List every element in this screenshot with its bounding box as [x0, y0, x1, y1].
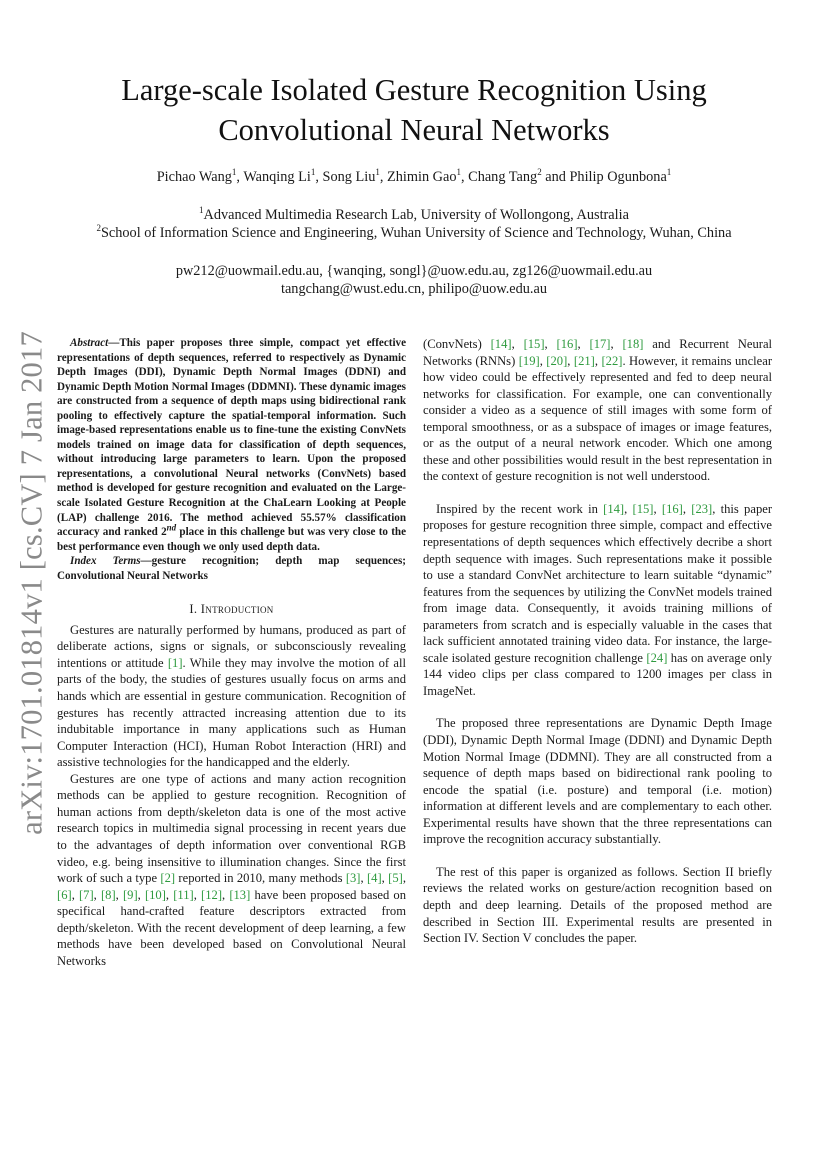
author-name: Song Liu$^1$ [322, 167, 380, 185]
author-name: Pichao Wang$^1$ [156, 167, 237, 185]
citation-link[interactable]: [1] [167, 655, 183, 670]
abstract [57, 336, 406, 554]
citation-link[interactable]: [18] [622, 337, 644, 351]
citation-link[interactable]: [19] [518, 353, 540, 368]
author-name: Wanqing Li$^1$ [243, 167, 316, 185]
body-paragraph: The rest of this paper is organized as follows. Section II briefly reviews the related works on gesture/action recognition based on depth and deep learning. Details of the proposed method are described in Section III. Experimental results are presented in Section IV. Section V concludes the paper. [423, 864, 772, 946]
body-paragraph: Gestures are one type of actions and many action recognition methods can be applied to gesture recognition. Recognition of human actions from depth/skeleton data is one of the most active research topics in multimedia signal processing in recent years due to the advantages of depth information over conventional RGB video, e.g. being insensitive to illumination changes. Since the first work of such a type [2] reported in 2010, many methods [3], [4], [5], [6], [7], [8], [9], [10], [11], [12], [13] have been proposed based on specifical hand-crafted feature descriptors extracted from depth/skeleton. With the recent development of deep learning, a few methods have been developed based on Convolutional Neural Networks [57, 771, 407, 968]
citation-link[interactable]: [2] [160, 871, 176, 886]
citation-link[interactable]: [6] [57, 887, 72, 902]
author-name: Philip Ogunbona$^1$ [569, 167, 672, 185]
affiliation-marker: 2 [96, 223, 101, 234]
body-paragraph: Gestures are naturally performed by humans, produced as part of deliberate actions, signs or signals, or subconsciously revealing intentions or attitude [1]. While they may involve the motion of all parts of the body, the studies of gestures usually focus on arms and hands which are essential in gesture communication. Recognition of gestures has recently attracted increasing attention due to its indubitable importance in many applications such as Human Computer Interaction (HCI), Human Robot Interaction (HRI) and assistive technologies for the handicapped and the elderly. [57, 622, 406, 770]
citation-link[interactable]: [16] [661, 501, 683, 516]
abstract-text: —This paper proposes three simple, compact yet effective representations of depth sequences, referred to respectively as Dynamic Depth Images (DDI), Dynamic Depth Normal Images (DDNI) and Dynamic Depth Motion Normal Images (DDMNI). These dynamic images are constructed from a sequence of depth maps using bidirectional rank pooling to effectively capture the spatial-temporal information. Such image-based representations enable us to fine-tune the existing ConvNets models trained on image data for classification of depth sequences, without introducing large parameters to learn. Upon the proposed representations, a convolutional Neural networks (ConvNets) based method is developed for gesture recognition and evaluated on the Large-scale Isolated Gesture Recognition at the ChaLearn Looking at People (LAP) challenge 2016. The method achieved 55.57% classification accuracy and ranked 2nd place in this challenge but was very close to the best performance even though we only used depth data. [57, 337, 406, 553]
paper-title [0, 70, 828, 150]
email-list [0, 262, 828, 298]
right-column [423, 336, 772, 947]
citation-link[interactable]: [9] [122, 887, 138, 902]
citation-link[interactable]: [7] [78, 887, 94, 902]
citation-link[interactable]: [24] [646, 650, 668, 665]
citation-link[interactable]: [5] [388, 871, 403, 886]
affiliation-marker: 1 [310, 167, 316, 178]
affiliation-marker: 1 [666, 167, 672, 178]
index-terms-label: Index Terms [70, 555, 141, 568]
body-paragraph: The proposed three representations are Dynamic Depth Image (DDI), Dynamic Depth Normal Image (DDNI) and Dynamic Depth Motion Normal Image (DDMNI). They are all constructed from a sequence of depth maps based on bidirectional rank pooling to encode the spatial (i.e. posture) and temporal (i.e. motion) information at different levels and are complementary to each other. Experimental results have shown that the three representations can improve the recognition accuracy substantially. [423, 716, 772, 847]
section-heading-introduction: I. Introduction [189, 602, 274, 617]
affiliation-marker: 1 [456, 167, 461, 178]
citation-link[interactable]: [15] [632, 501, 654, 516]
citation-link[interactable]: [14] [490, 337, 512, 351]
citation-link[interactable]: [13] [229, 887, 251, 902]
abstract-label: Abstract [70, 337, 109, 349]
citation-link[interactable]: [23] [691, 501, 713, 516]
affiliation-marker: 2 [537, 167, 542, 178]
author-name: Zhimin Gao$^1$ [387, 167, 461, 185]
affiliation-line: $^2$School of Information Science and Engineering, Wuhan University of Science and Technology, Wuhan, China [96, 223, 732, 241]
citation-link[interactable]: [20] [546, 353, 568, 368]
affiliation-marker: 1 [231, 167, 237, 178]
citation-link[interactable]: [14] [603, 501, 625, 516]
citation-link[interactable]: [4] [366, 871, 382, 886]
left-column [57, 336, 406, 969]
citation-link[interactable]: [11] [173, 887, 194, 902]
arxiv-stamp-text: arXiv:1701.01814v1 [cs.CV] 7 Jan 2017 [14, 331, 49, 835]
author-list: Pichao Wang$^1$, Wanqing Li$^1$, Song Liu$^1$, Zhimin Gao$^1$, Chang Tang$^2$ and Philip Ogunbona$^1$ [156, 167, 672, 185]
body-paragraph: (ConvNets) [14], [15], [16], [17], [18] and Recurrent Neural Networks (RNNs) [19], [20], [21], [22]. However, it remains unclear how video could be effectively represented and fed to deep neural networks for classification. For example, one can conventionally consider a video as a sequence of still images with some form of temporal smoothness, or as a subspace of images or image features, or as the output of a neural network encoder. Which one among these and other possibilities would result in the best representation in the context of gesture recognition is not well understood. [423, 337, 773, 484]
citation-link[interactable]: [22] [601, 353, 623, 368]
email-line: tangchang@wust.edu.cn, philipo@uow.edu.au [280, 281, 547, 297]
email-line: pw212@uowmail.edu.au, {wanqing, songl}@uow.edu.au, zg126@uowmail.edu.au [175, 263, 653, 279]
affiliation-list [0, 206, 828, 242]
body-paragraph: Inspired by the recent work in [14], [15], [16], [23], this paper proposes for gesture recognition three simple, compact and effective representations of depth sequences which effectively decribe a short depth sequence with images. Such representations make it possible to use a standard ConvNet architecture to learn suitable “dynamic” features from the sequences by utilizing the ConvNet models trained from image data. Consequently, it avoids training millions of parameters from scratch and is especially valuable in the cases that lack sufficient annotated training video data. For instance, the large-scale isolated gesture recognition challenge [24] has on average only 144 video clips per class compared to 1200 images per class in ImageNet. [423, 501, 773, 698]
citation-link[interactable]: [15] [523, 337, 545, 351]
index-terms [57, 554, 406, 583]
citation-link[interactable]: [10] [144, 887, 166, 902]
citation-link[interactable]: [17] [589, 337, 611, 351]
affiliation-marker: 1 [199, 205, 204, 216]
citation-link[interactable]: [3] [345, 871, 361, 886]
arxiv-identifier-stamp [10, 331, 54, 835]
author-name: Chang Tang$^2$ [468, 167, 542, 185]
index-terms-text: —gesture recognition; depth map sequences; Convolutional Neural Networks [57, 555, 406, 582]
citation-link[interactable]: [16] [556, 337, 578, 351]
affiliation-line: $^1$Advanced Multimedia Research Lab, University of Wollongong, Australia [199, 205, 629, 223]
citation-link[interactable]: [8] [100, 887, 116, 902]
affiliation-marker: 1 [375, 167, 380, 178]
paper-title-text: Large-scale Isolated Gesture Recognition Using Convolutional Neural Networks [121, 73, 707, 147]
citation-link[interactable]: [12] [201, 887, 223, 902]
citation-link[interactable]: [21] [573, 353, 595, 368]
ordinal-superscript: nd [166, 522, 177, 533]
